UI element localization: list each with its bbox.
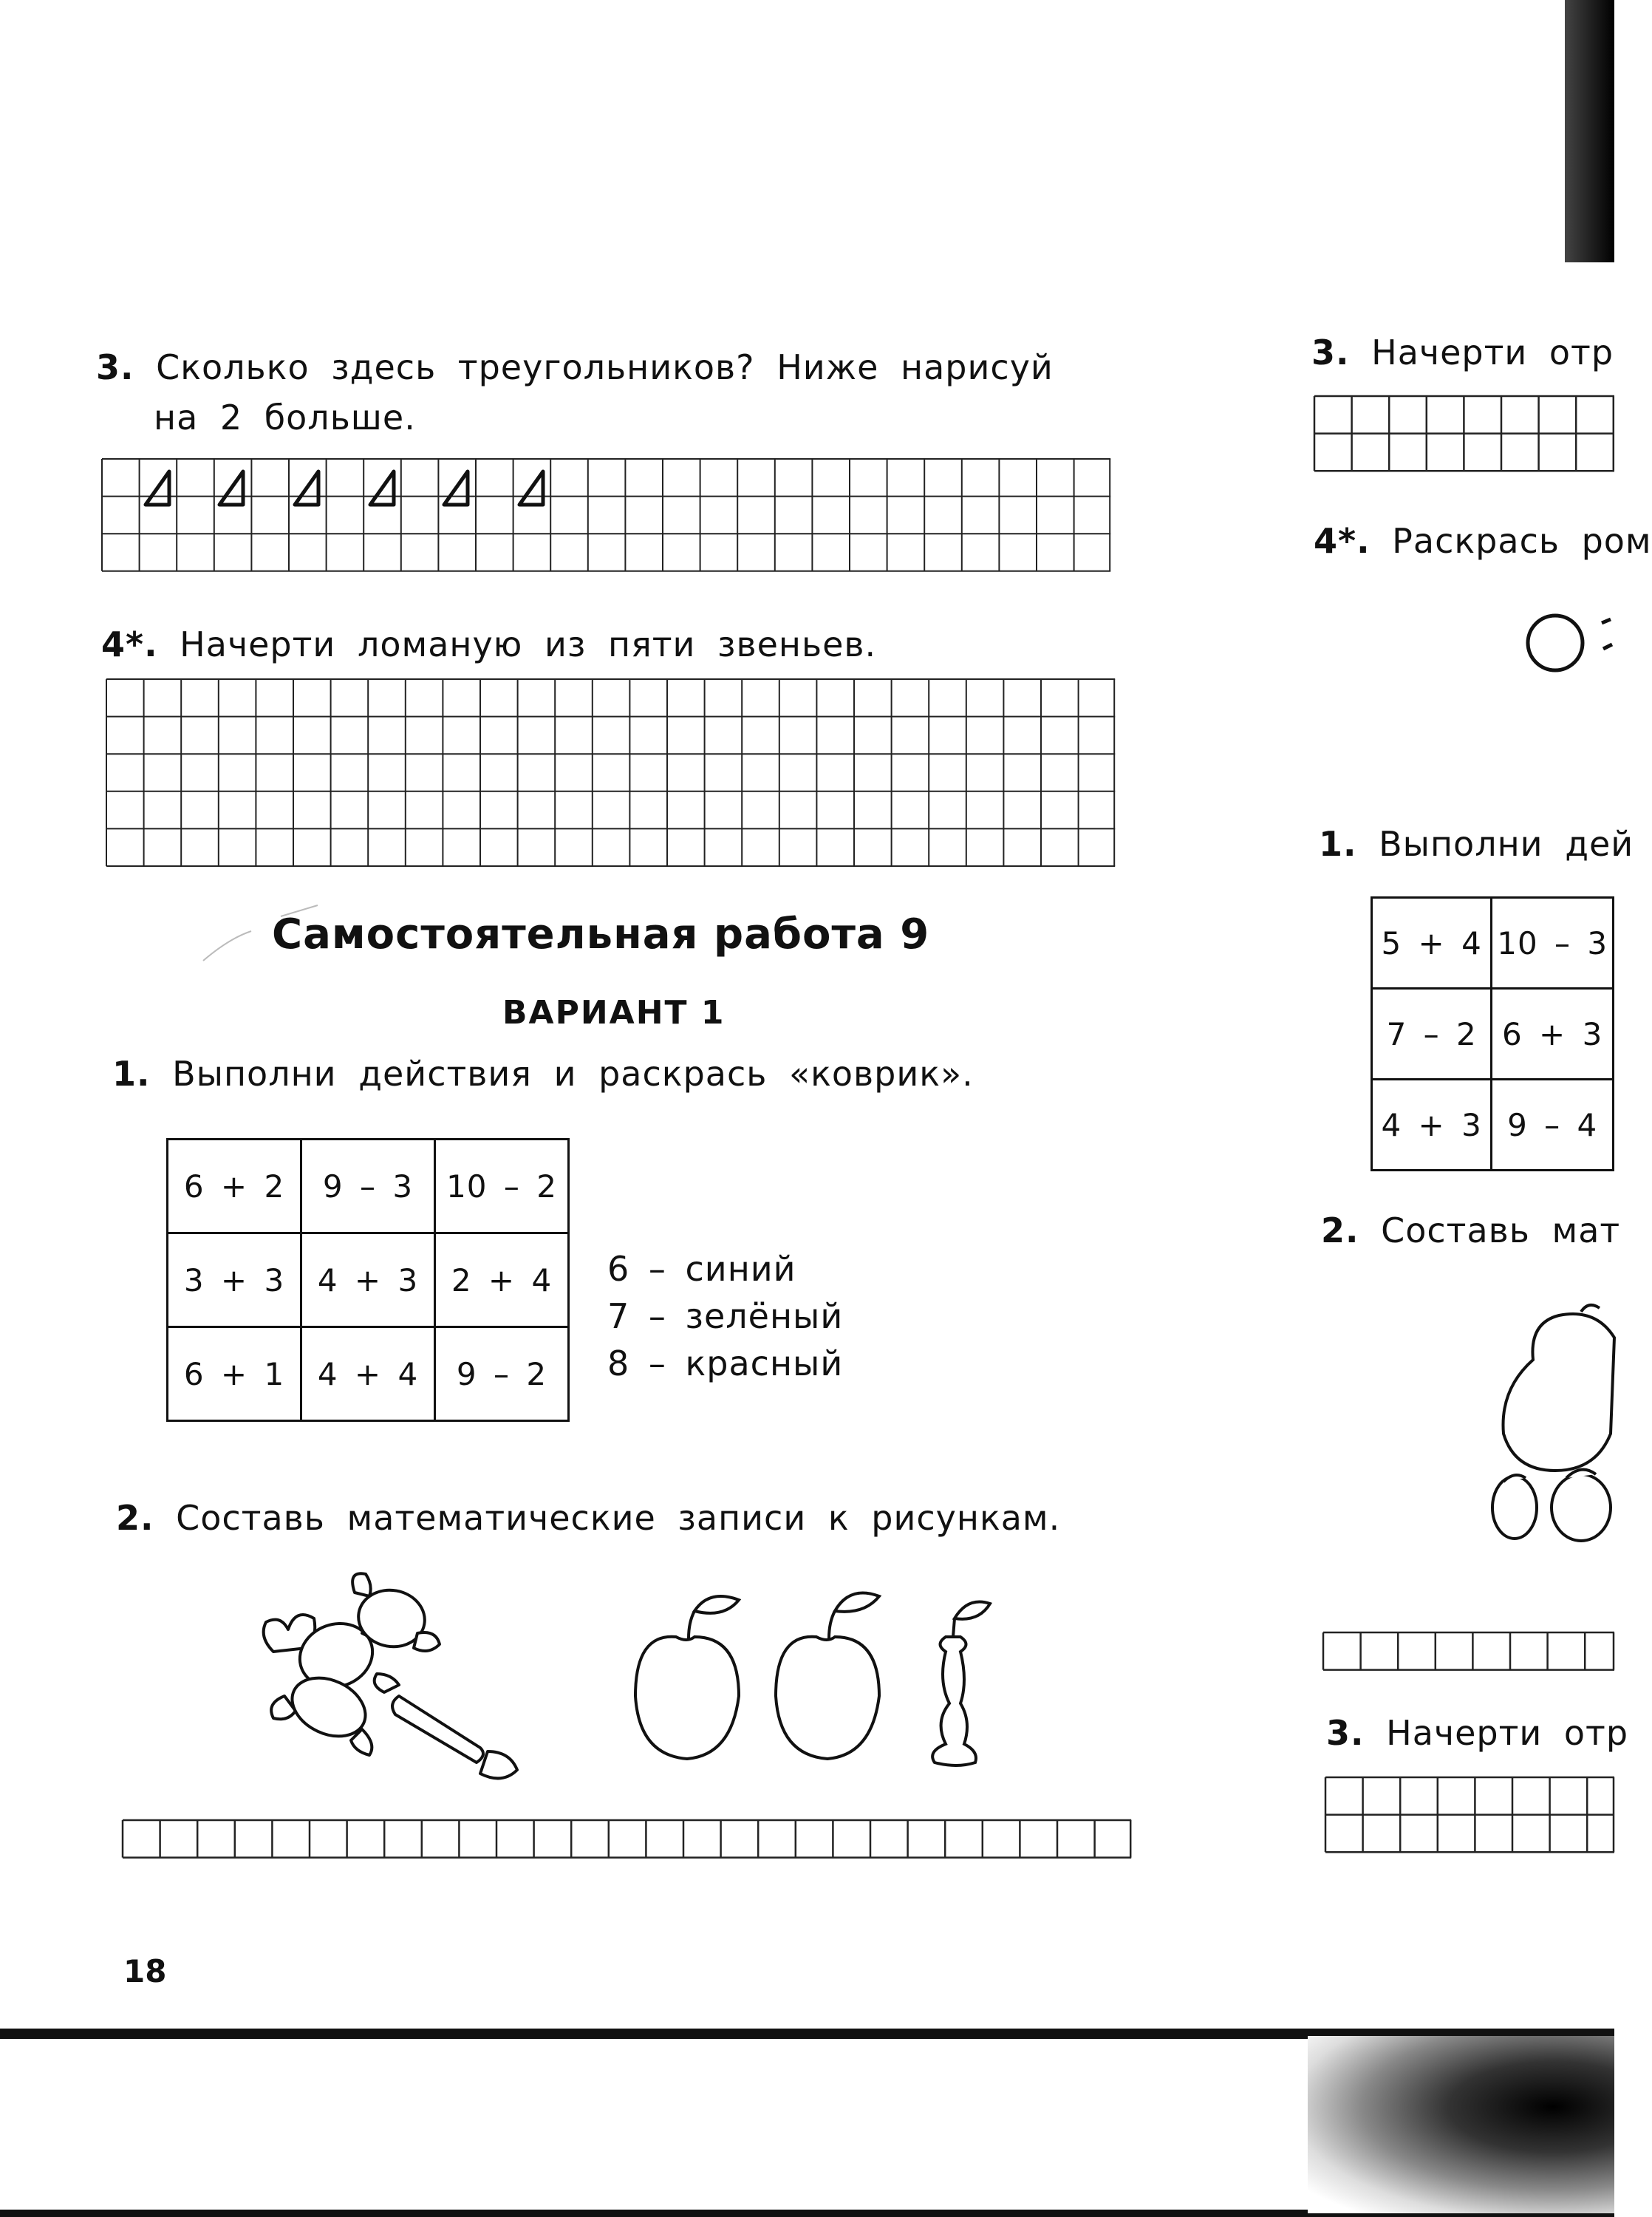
rug-cell[interactable]: 10 – 2 (435, 1140, 569, 1233)
triangle-shape (444, 471, 468, 505)
rug-cell[interactable]: 4 + 4 (301, 1327, 435, 1421)
rug-cell[interactable]: 5 + 4 (1372, 898, 1492, 989)
right-task3a-prompt (1311, 333, 1614, 372)
right-task1-number: 1. (1319, 824, 1357, 864)
task3-grid[interactable] (101, 458, 1117, 584)
apples-illustration (621, 1585, 1020, 1807)
right-task1-text: Выполни дей (1379, 824, 1634, 864)
rug-cell[interactable]: 9 – 3 (301, 1140, 435, 1233)
page-number: 18 (123, 1953, 167, 1989)
apple-shape (635, 1637, 739, 1759)
rug-cell[interactable]: 10 – 3 (1492, 898, 1614, 989)
task2-prompt (116, 1498, 1060, 1538)
rug-cell[interactable]: 4 + 3 (1372, 1080, 1492, 1171)
right-task3a-grid[interactable] (1314, 395, 1614, 474)
candies-illustration (244, 1563, 562, 1799)
worksheet-title: Самостоятельная работа 9 (272, 910, 930, 958)
triangle-shape (519, 471, 543, 505)
pear-plums-illustration (1470, 1293, 1614, 1559)
apple-shape (776, 1637, 879, 1759)
rug-row (1372, 1080, 1614, 1171)
rug-cell[interactable]: 7 – 2 (1372, 989, 1492, 1080)
task1-number: 1. (112, 1054, 151, 1094)
task4-grid[interactable] (106, 678, 1122, 882)
task1-text: Выполни действия и раскрась «коврик». (172, 1054, 974, 1094)
plum-shape (1492, 1477, 1537, 1539)
triangles-row (146, 471, 543, 505)
right-task3b-text: Начерти отр (1386, 1713, 1629, 1753)
rug-cell[interactable]: 2 + 4 (435, 1233, 569, 1327)
rug-row (168, 1327, 569, 1421)
right-task4-number: 4*. (1314, 521, 1371, 561)
triangle-shape (146, 471, 169, 505)
right-task2-answer-strip[interactable] (1322, 1632, 1614, 1670)
legend-item: 7 – зелёный (607, 1296, 844, 1336)
task2-text: Составь математические записи к рисункам. (176, 1498, 1061, 1538)
right-task3b-grid[interactable] (1325, 1777, 1614, 1855)
task2-number: 2. (116, 1498, 154, 1538)
triangle-shape (295, 471, 318, 505)
right-task3a-text: Начерти отр (1371, 333, 1614, 372)
task4-text: Начерти ломаную из пяти звеньев. (180, 624, 877, 664)
right-task2-number: 2. (1321, 1210, 1359, 1250)
legend-item: 6 – синий (607, 1249, 796, 1289)
scan-shadow (1308, 2036, 1614, 2213)
variant-label: ВАРИАНТ 1 (502, 994, 726, 1032)
task3-prompt (96, 347, 1054, 387)
color-legend (607, 1245, 843, 1387)
rug-grid[interactable] (166, 1138, 570, 1422)
right-task3b-prompt (1326, 1713, 1628, 1753)
right-task3a-number: 3. (1311, 333, 1350, 372)
rug-row (1372, 989, 1614, 1080)
task2-answer-strip[interactable] (122, 1819, 1138, 1858)
task3-number: 3. (96, 347, 134, 387)
apple-core-shape (932, 1637, 976, 1765)
right-task4-text: Раскрась ром (1392, 521, 1652, 561)
plum-shape (1552, 1474, 1611, 1541)
rug-cell[interactable]: 9 – 2 (435, 1327, 569, 1421)
right-task3b-number: 3. (1326, 1713, 1365, 1753)
pear-shape (1503, 1314, 1615, 1471)
triangle-shape (219, 471, 243, 505)
right-rug-clip (1371, 896, 1614, 1174)
rug-cell[interactable]: 9 – 4 (1492, 1080, 1614, 1171)
rug-cell[interactable]: 6 + 2 (168, 1140, 301, 1233)
rug-row (1372, 898, 1614, 989)
task4-number: 4*. (101, 624, 158, 664)
rug-cell[interactable]: 6 + 3 (1492, 989, 1614, 1080)
rug-row (168, 1233, 569, 1327)
triangle-shape (370, 471, 394, 505)
rug-cell[interactable]: 6 + 1 (168, 1327, 301, 1421)
rug-cell[interactable]: 3 + 3 (168, 1233, 301, 1327)
task1-prompt (112, 1054, 974, 1094)
legend-item: 8 – красный (607, 1344, 844, 1383)
task3-text: Сколько здесь треугольников? Ниже нарисуй (156, 347, 1054, 387)
task4-prompt (101, 624, 876, 664)
rug-cell[interactable]: 4 + 3 (301, 1233, 435, 1327)
right-task2-prompt (1321, 1210, 1620, 1250)
scan-shadow (1565, 0, 1614, 262)
right-task4-prompt (1314, 521, 1652, 561)
circle-figure (1522, 597, 1614, 686)
right-rug-grid[interactable] (1371, 896, 1614, 1171)
task3-text-continued: на 2 больше. (154, 398, 416, 437)
right-task2-text: Составь мат (1381, 1210, 1621, 1250)
right-task1-prompt (1319, 824, 1634, 864)
rug-row (168, 1140, 569, 1233)
